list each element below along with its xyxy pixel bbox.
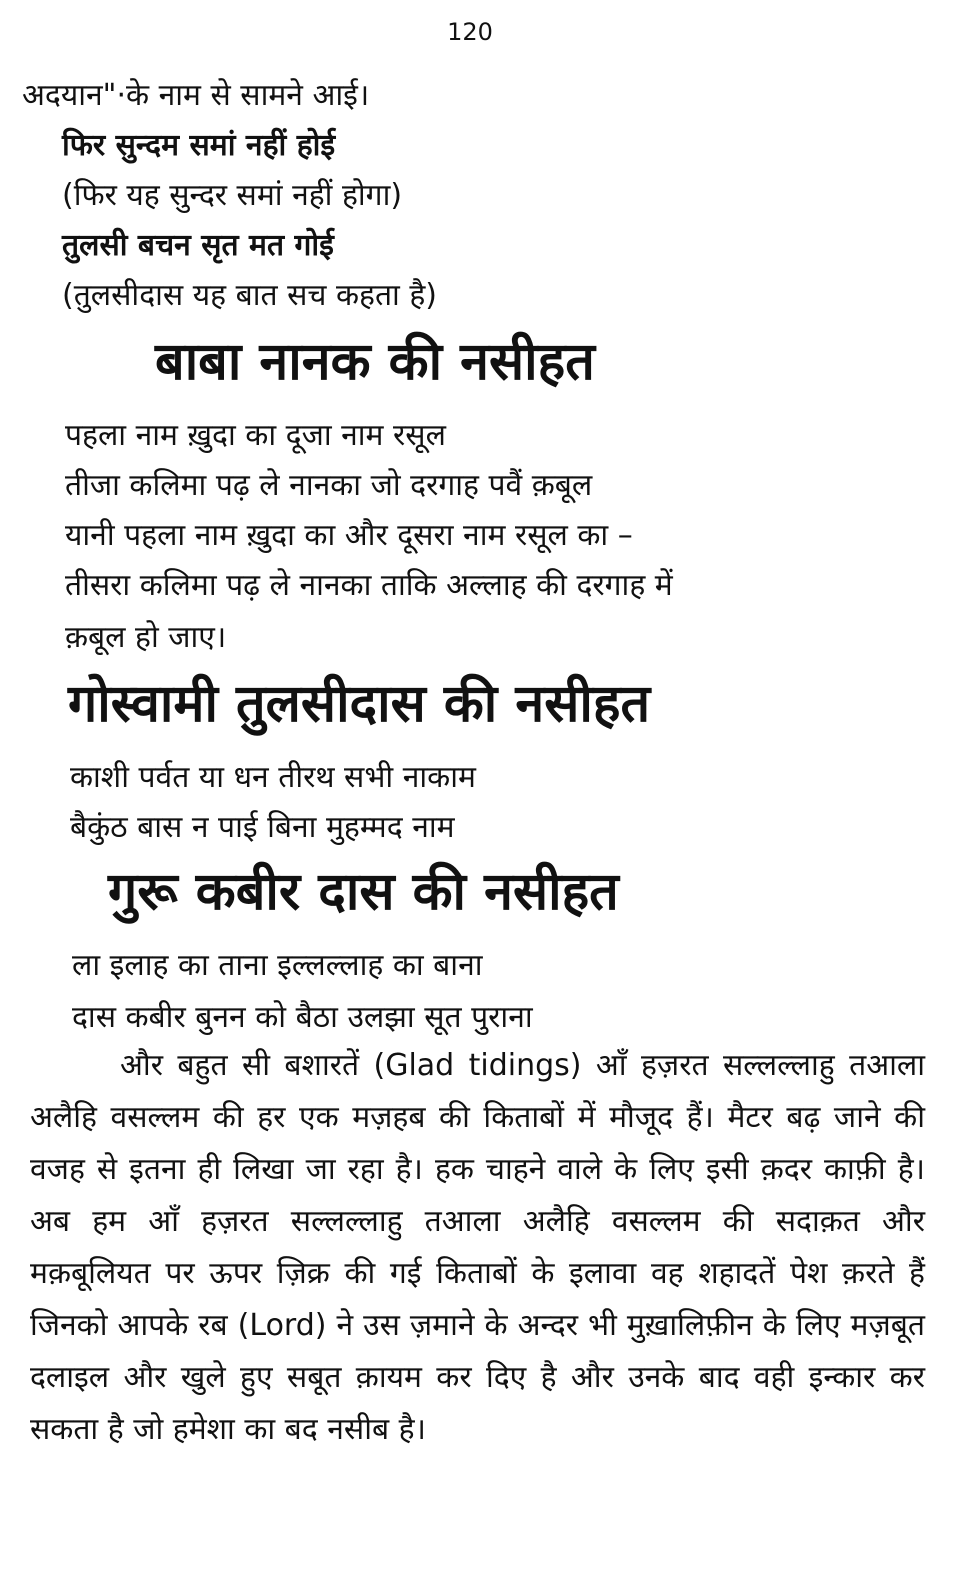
section-heading-nanak: बाबा नानक की नसीहत: [155, 332, 595, 392]
verse-line: तीसरा कलिमा पढ़ ले नानका ताकि अल्लाह की दरगाह में: [65, 568, 673, 603]
verse-line: यानी पहला नाम ख़ुदा का और दूसरा नाम रसूल का –: [65, 518, 633, 553]
verse-line: काशी पर्वत या धन तीरथ सभी नाकाम: [70, 760, 476, 795]
verse-line: दास कबीर बुनन को बैठा उलझा सूत पुराना: [72, 1000, 533, 1035]
intro-line: अदयान"·के नाम से सामने आई।: [22, 78, 370, 113]
verse-line: क़बूल हो जाए।: [65, 620, 227, 655]
verse-line: बैकुंठ बास न पाई बिना मुहम्मद नाम: [70, 810, 455, 845]
closing-paragraph: [30, 1040, 925, 1456]
section-heading-kabir: गुरू कबीर दास की नसीहत: [108, 862, 619, 922]
verse-translation: (फिर यह सुन्दर समां नहीं होगा): [62, 178, 403, 213]
verse-line: तीजा कलिमा पढ़ ले नानका जो दरगाह पवैं क़बूल: [65, 468, 593, 503]
verse-translation: (तुलसीदास यह बात सच कहता है): [62, 278, 437, 313]
verse-line: तुलसी बचन सृत मत गोई: [62, 228, 334, 263]
verse-line: ला इलाह का ताना इल्लल्लाह का बाना: [72, 948, 483, 983]
verse-line: पहला नाम ख़ुदा का दूजा नाम रसूल: [65, 418, 446, 453]
verse-line: फिर सुन्दम समां नहीं होई: [62, 128, 336, 163]
paragraph-text: और बहुत सी बशारतें (Glad tidings) आँ हज़रत सल्लल्लाहु तआला अलैहि वसल्लम की हर एक मज़हब की किताबों में मौजूद हैं। मैटर बढ़ जाने की वजह से इतना ही लिखा जा रहा है। हक चाहने वाले के लिए इसी क़दर काफ़ी है। अब हम आँ हज़रत सल्लल्लाहु तआला अलैहि वसल्लम की सदाक़त और मक़बूलियत पर ऊपर ज़िक्र की गई किताबों के इलावा वह शहादतें पेश क़रते हैं जिनको आपके रब (Lord) ने उस ज़माने के अन्दर भी मुख़ालिफ़ीन के लिए मज़बूत दलाइल और खुले हुए सबूत क़ायम कर दिए है और उनके बाद वही इन्कार कर सकता है जो हमेशा का बद नसीब है।: [30, 1048, 925, 1447]
page-number: 120: [447, 18, 493, 46]
section-heading-tulsidas: गोस्वामी तुलसीदास की नसीहत: [68, 674, 651, 734]
